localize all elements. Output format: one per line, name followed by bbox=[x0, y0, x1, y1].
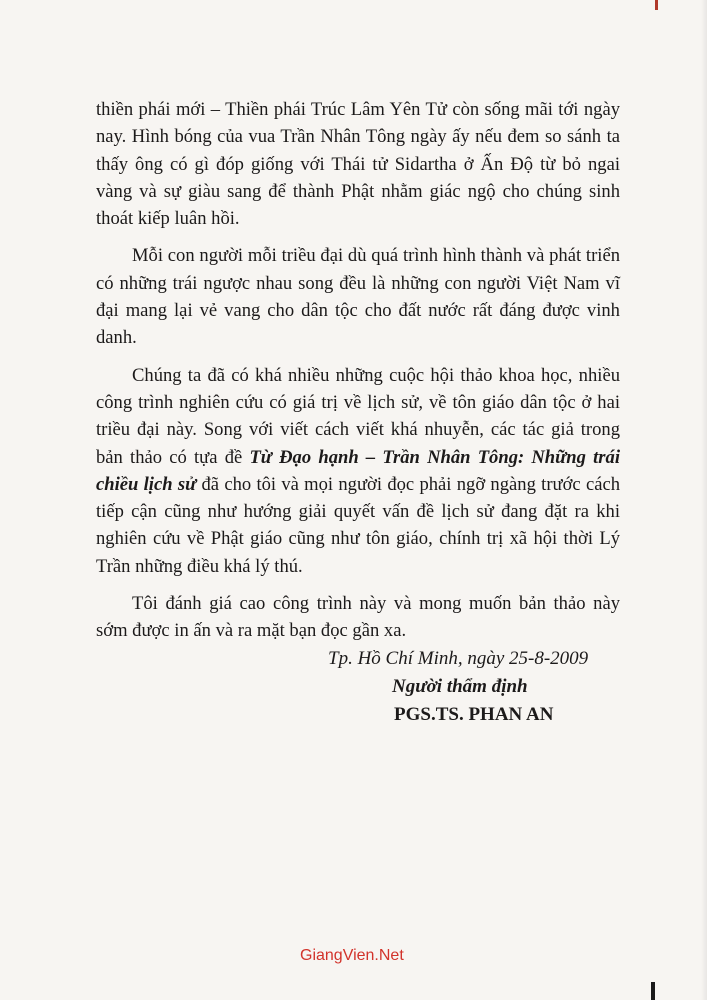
book-title: Từ Đạo hạnh – Trần Nhân Tông: Những trái chiều lịch sử bbox=[96, 446, 620, 495]
page-edge-shadow bbox=[701, 0, 707, 1000]
p4-line-2: này sớm được in ấn và ra mặt bạn đọc gần xa. bbox=[96, 593, 620, 642]
paragraph-4 bbox=[96, 590, 620, 645]
paragraph-2 bbox=[96, 242, 620, 351]
signature-name: PGS.TS. PHAN AN bbox=[394, 704, 554, 725]
p3-text-after: đã cho tôi và mọi người đọc phải ngỡ ngàng trước cách tiếp cận cũng như hướng giải quyết vấn đề lịch sử đang đặt ra khi nghiên cứu về Phật giáo cũng như tôn giáo, chính trị xã hội thời Lý Trần những điều khá lý thú. bbox=[96, 473, 620, 577]
signature-role: Người thẩm định bbox=[392, 676, 528, 697]
p1-line-1: thiền phái mới – Thiền phái Trúc Lâm Yên Tử còn sống mãi tới bbox=[96, 99, 579, 120]
p1-line-3: so sánh ta thấy ông có gì đóp giống với Thái tử Sidartha ở Ấn bbox=[96, 126, 620, 175]
p3-text-before: Chúng ta đã có khá nhiều những cuộc hội thảo khoa học, nhiều công trình nghiên cứu có giá trị về lịch sử, về tôn giáo dân tộc ở hai triều đại này. Song với viết cách viết khá nhuyễn, các tác giả trong bản thảo có tựa đề bbox=[96, 364, 620, 468]
document-body bbox=[96, 96, 620, 655]
paragraph-3 bbox=[96, 362, 620, 580]
p2-line-2: triển có những trái ngược nhau song đều là những con người bbox=[96, 245, 620, 294]
signature-date: Tp. Hồ Chí Minh, ngày 25-8-2009 bbox=[328, 648, 589, 669]
p2-line-1: Mỗi con người mỗi triều đại dù quá trình hình thành và phát bbox=[132, 245, 582, 267]
page-bottom-mark bbox=[651, 982, 655, 1000]
p2-line-3: Việt Nam vĩ đại mang lại vẻ vang cho dân tộc cho đất nước rất bbox=[96, 272, 620, 322]
signature-block bbox=[328, 645, 618, 729]
p1-line-2: ngày nay. Hình bóng của vua Trần Nhân Tông ngày ấy nếu đem bbox=[96, 99, 620, 148]
p4-line-1: Tôi đánh giá cao công trình này và mong muốn bản thảo bbox=[132, 593, 586, 615]
p1-line-5: ngộ cho chúng sinh thoát kiếp luân hồi. bbox=[96, 180, 620, 230]
p2-line-4: đáng được vinh danh. bbox=[96, 300, 620, 349]
page-edge-mark bbox=[655, 0, 658, 10]
watermark: GiangVien.Net bbox=[300, 947, 404, 964]
paragraph-1 bbox=[96, 96, 620, 232]
p1-line-4: Độ từ bỏ ngai vàng và sự giàu sang để thành Phật nhằm giác bbox=[96, 153, 620, 202]
